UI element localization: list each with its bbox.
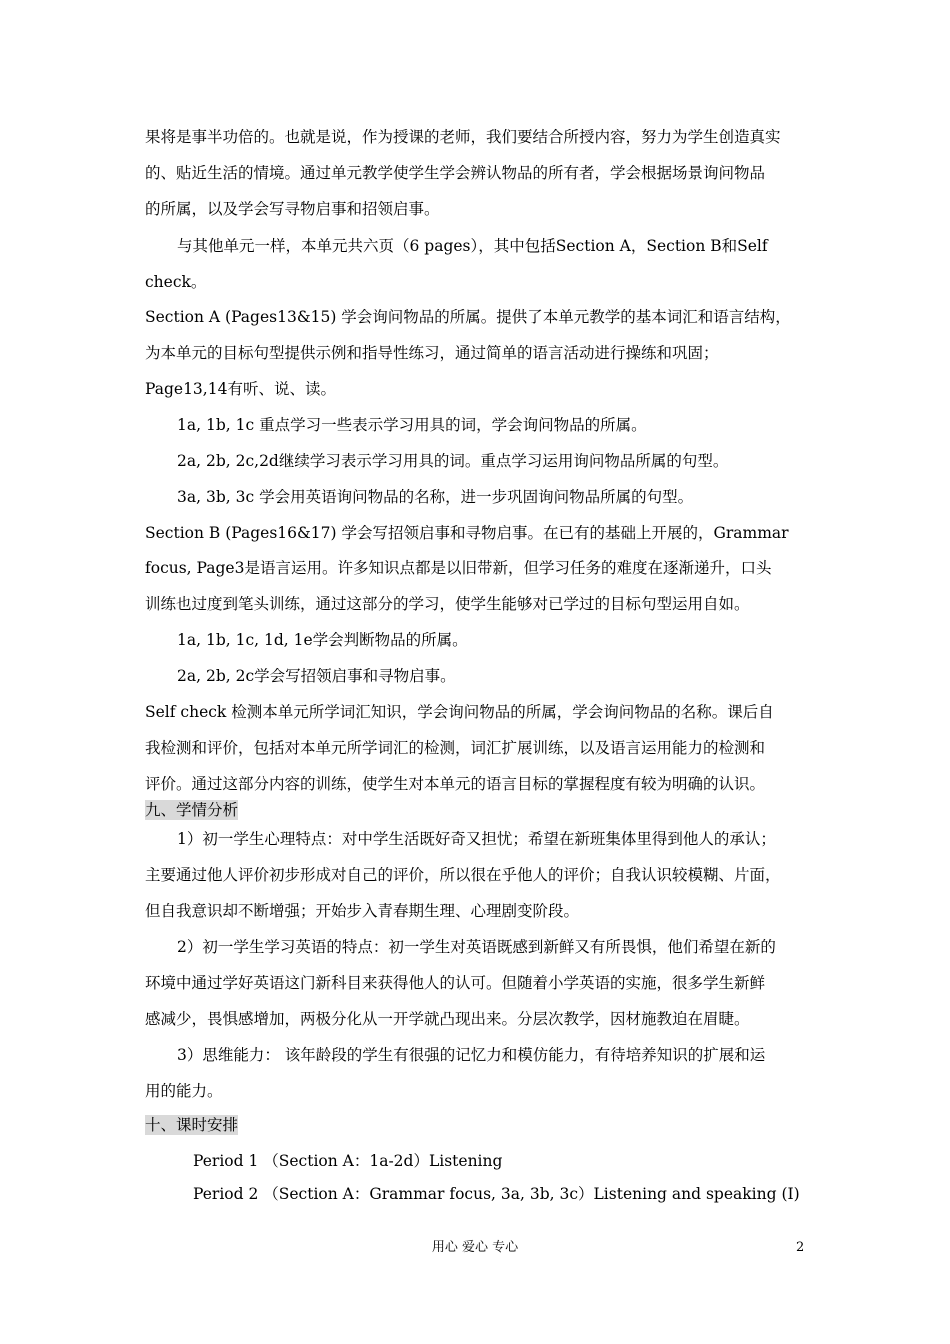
- body-text-line: 我检测和评价，包括对本单元所学词汇的检测，词汇扩展训练，以及语言运用能力的检测和: [145, 739, 766, 757]
- body-text-line: 2a, 2b, 2c学会写招领启事和寻物启事。: [177, 667, 456, 685]
- body-text-line: Section B (Pages16&17) 学会写招领启事和寻物启事。在已有的基础上开展的，Grammar: [145, 524, 789, 542]
- body-text-line: 为本单元的目标句型提供示例和指导性练习，通过简单的语言活动进行操练和巩固；: [145, 344, 719, 362]
- schedule-item: Period 2 （Section A：Grammar focus, 3a, 3b, 3c）Listening and speaking (I): [193, 1185, 800, 1203]
- body-text-line: 训练也过度到笔头训练，通过这部分的学习，使学生能够对已学过的目标句型运用自如。: [145, 595, 750, 613]
- body-text-line: 1a, 1b, 1c 重点学习一些表示学习用具的词，学会询问物品的所属。: [177, 416, 647, 434]
- body-text-line: 2a, 2b, 2c,2d继续学习表示学习用具的词。重点学习运用询问物品所属的句型。: [177, 452, 729, 470]
- body-text-line: 1a, 1b, 1c, 1d, 1e学会判断物品的所属。: [177, 631, 468, 649]
- body-text-line: 但自我意识却不断增强；开始步入青春期生理、心理剧变阶段。: [145, 902, 580, 920]
- body-text-line: 2）初一学生学习英语的特点：初一学生对英语既感到新鲜又有所畏惧，他们希望在新的: [177, 938, 776, 956]
- body-text-line: 果将是事半功倍的。也就是说，作为授课的老师，我们要结合所授内容，努力为学生创造真实: [145, 128, 781, 146]
- body-text-line: 3）思维能力： 该年龄段的学生有很强的记忆力和模仿能力，有待培养知识的扩展和运: [177, 1046, 766, 1064]
- body-text-line: 1）初一学生心理特点：对中学生活既好奇又担忧；希望在新班集体里得到他人的承认；: [177, 830, 776, 848]
- section-heading: 九、学情分析: [145, 801, 239, 819]
- body-text-line: 用的能力。: [145, 1082, 223, 1100]
- body-text-line: 评价。通过这部分内容的训练，使学生对本单元的语言目标的掌握程度有较为明确的认识。: [145, 775, 766, 793]
- schedule-item: Period 1 （Section A：1a-2d）Listening: [193, 1152, 503, 1170]
- body-text-line: check。: [145, 273, 207, 291]
- body-text-line: focus, Page3是语言运用。许多知识点都是以旧带新，但学习任务的难度在逐渐递升，口头: [145, 559, 772, 577]
- body-text-line: 与其他单元一样，本单元共六页（6 pages），其中包括Section A，Section B和Self: [177, 237, 768, 255]
- body-text-line: Page13,14有听、说、读。: [145, 380, 336, 398]
- body-text-line: Section A (Pages13&15) 学会询问物品的所属。提供了本单元教学的基本词汇和语言结构，: [145, 308, 791, 326]
- body-text-line: 的所属，以及学会写寻物启事和招领启事。: [145, 200, 440, 218]
- page-footer: 用心 爱心 专心: [431, 1240, 519, 1255]
- section-heading: 十、课时安排: [145, 1116, 239, 1134]
- body-text-line: 感减少，畏惧感增加，两极分化从一开学就凸现出来。分层次教学，因材施教迫在眉睫。: [145, 1010, 750, 1028]
- body-text-line: 3a, 3b, 3c 学会用英语询问物品的名称，进一步巩固询问物品所属的句型。: [177, 488, 694, 506]
- page-number: 2: [796, 1240, 805, 1255]
- body-text-line: 主要通过他人评价初步形成对自己的评价，所以很在乎他人的评价；自我认识较模糊、片面，: [145, 866, 781, 884]
- body-text-line: 的、贴近生活的情境。通过单元教学使学生学会辨认物品的所有者，学会根据场景询问物品: [145, 164, 766, 182]
- body-text-line: Self check 检测本单元所学词汇知识，学会询问物品的所属，学会询问物品的名称。课后自: [145, 703, 774, 721]
- body-text-line: 环境中通过学好英语这门新科目来获得他人的认可。但随着小学英语的实施，很多学生新鲜: [145, 974, 766, 992]
